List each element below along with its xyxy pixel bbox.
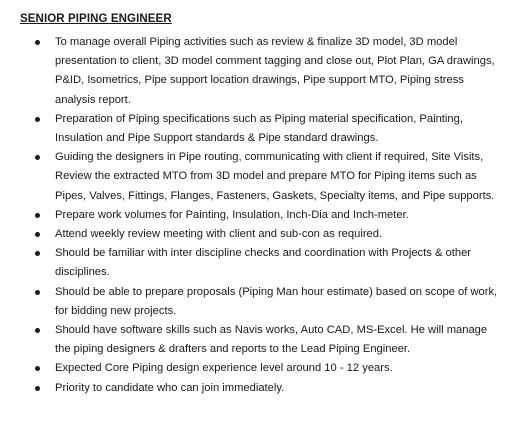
bullet-icon bbox=[35, 290, 40, 295]
list-item bbox=[20, 206, 500, 225]
responsibilities-list bbox=[20, 33, 500, 398]
list-item-text: Priority to candidate who can join immediately. bbox=[55, 381, 285, 394]
list-item bbox=[20, 244, 500, 282]
list-item-text: Preparation of Piping specifications such as Piping material specification, Painting, Insulation and Pipe Support standards & Pipe standard drawings. bbox=[55, 112, 463, 145]
section-heading: SENIOR PIPING ENGINEER bbox=[20, 13, 172, 25]
list-item bbox=[20, 110, 500, 148]
list-item-text: To manage overall Piping activities such as review & finalize 3D model, 3D model presentation to client, 3D model comment tagging and close out, Plot Plan, GA drawings, P&ID, Isometrics, Pipe support location drawings, Pipe support MTO, Piping stress analysis report. bbox=[55, 36, 495, 106]
bullet-icon bbox=[35, 117, 40, 122]
list-item bbox=[20, 148, 500, 206]
bullet-icon bbox=[35, 366, 40, 371]
list-item bbox=[20, 225, 500, 244]
list-item-text: Attend weekly review meeting with client and sub-con as required. bbox=[55, 228, 383, 241]
bullet-icon bbox=[35, 386, 40, 391]
list-item bbox=[20, 379, 500, 398]
list-item bbox=[20, 321, 500, 359]
list-item bbox=[20, 283, 500, 321]
bullet-icon bbox=[35, 155, 40, 160]
list-item bbox=[20, 359, 500, 378]
bullet-icon bbox=[35, 232, 40, 237]
bullet-icon bbox=[35, 251, 40, 256]
list-item-text: Should be able to prepare proposals (Piping Man hour estimate) based on scope of work, for bidding new projects. bbox=[55, 285, 498, 317]
bullet-icon bbox=[35, 213, 40, 218]
list-item bbox=[20, 33, 500, 110]
bullet-icon bbox=[35, 40, 40, 45]
list-item-text: Guiding the designers in Pipe routing, communicating with client if required, Site Visits, Review the extracted MTO from 3D model and prepare MTO for Piping items such as Pipes, Valves, Fittings, Flanges, Fasteners, Gaskets, Specialty items, and Pipe supports. bbox=[55, 151, 495, 202]
list-item-text: Prepare work volumes for Painting, Insulation, Inch-Dia and Inch-meter. bbox=[55, 208, 409, 221]
list-item-text: Should be familiar with inter discipline checks and coordination with Projects & other disciplines. bbox=[55, 247, 472, 279]
list-item-text: Expected Core Piping design experience level around 10 - 12 years. bbox=[55, 362, 393, 375]
bullet-icon bbox=[35, 328, 40, 333]
list-item-text: Should have software skills such as Navis works, Auto CAD, MS-Excel. He will manage the piping designers & drafters and reports to the Lead Piping Engineer. bbox=[55, 324, 488, 356]
job-description bbox=[20, 11, 500, 398]
